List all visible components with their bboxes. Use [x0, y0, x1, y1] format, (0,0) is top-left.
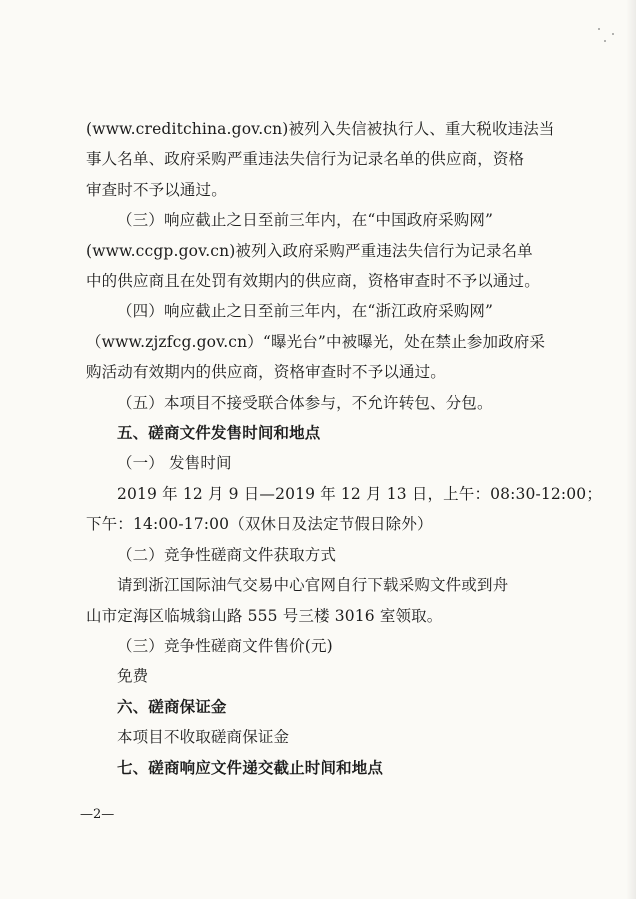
paragraph-start: 2019 年 12 月 9 日—2019 年 12 月 13 日，上午：08:30-12:00；: [117, 484, 602, 503]
subsection-heading: （三）竞争性磋商文件售价(元): [117, 636, 333, 655]
text-line: 中的供应商且在处罚有效期内的供应商，资格审查时不予以通过。: [86, 272, 540, 291]
page-edge-shadow: [626, 0, 636, 899]
text-line: （www.zjzfcg.gov.cn）“曝光台”中被曝光，处在禁止参加政府采: [86, 332, 546, 351]
paragraph-start: 免费: [117, 667, 149, 686]
scan-speck: [598, 28, 600, 30]
scan-speck: [612, 33, 614, 35]
text-line: 下午：14:00-17:00（双休日及法定节假日除外）: [86, 515, 433, 534]
text-line: 审查时不予以通过。: [86, 180, 227, 199]
subsection-heading: （二）竞争性磋商文件获取方式: [117, 545, 337, 564]
text-line: 购活动有效期内的供应商，资格审查时不予以通过。: [86, 363, 446, 382]
section-heading: 七、磋商响应文件递交截止时间和地点: [117, 758, 384, 777]
paragraph-start: 本项目不收取磋商保证金: [117, 728, 290, 747]
text-line: (www.creditchina.gov.cn)被列入失信被执行人、重大税收违法当: [86, 120, 555, 138]
subsection-heading: （一） 发售时间: [117, 454, 232, 473]
paragraph-start: （四）响应截止之日至前三年内，在“浙江政府采购网”: [117, 302, 494, 321]
page-number: —2—: [80, 807, 115, 822]
document-body: [86, 114, 602, 783]
paragraph-start: （五）本项目不接受联合体参与，不允许转包、分包。: [117, 393, 493, 412]
text-line: 山市定海区临城翁山路 555 号三楼 3016 室领取。: [86, 606, 443, 625]
paragraph-start: （三）响应截止之日至前三年内，在“中国政府采购网”: [117, 211, 494, 230]
scan-speck: [604, 40, 606, 42]
paragraph-start: 请到浙江国际油气交易中心官网自行下载采购文件或到舟: [117, 576, 509, 595]
section-heading: 六、磋商保证金: [117, 697, 227, 716]
text-line: 事人名单、政府采购严重违法失信行为记录名单的供应商，资格: [86, 150, 525, 169]
text-line: (www.ccgp.gov.cn)被列入政府采购严重违法失信行为记录名单: [86, 241, 533, 260]
section-heading: 五、磋商文件发售时间和地点: [117, 424, 321, 443]
